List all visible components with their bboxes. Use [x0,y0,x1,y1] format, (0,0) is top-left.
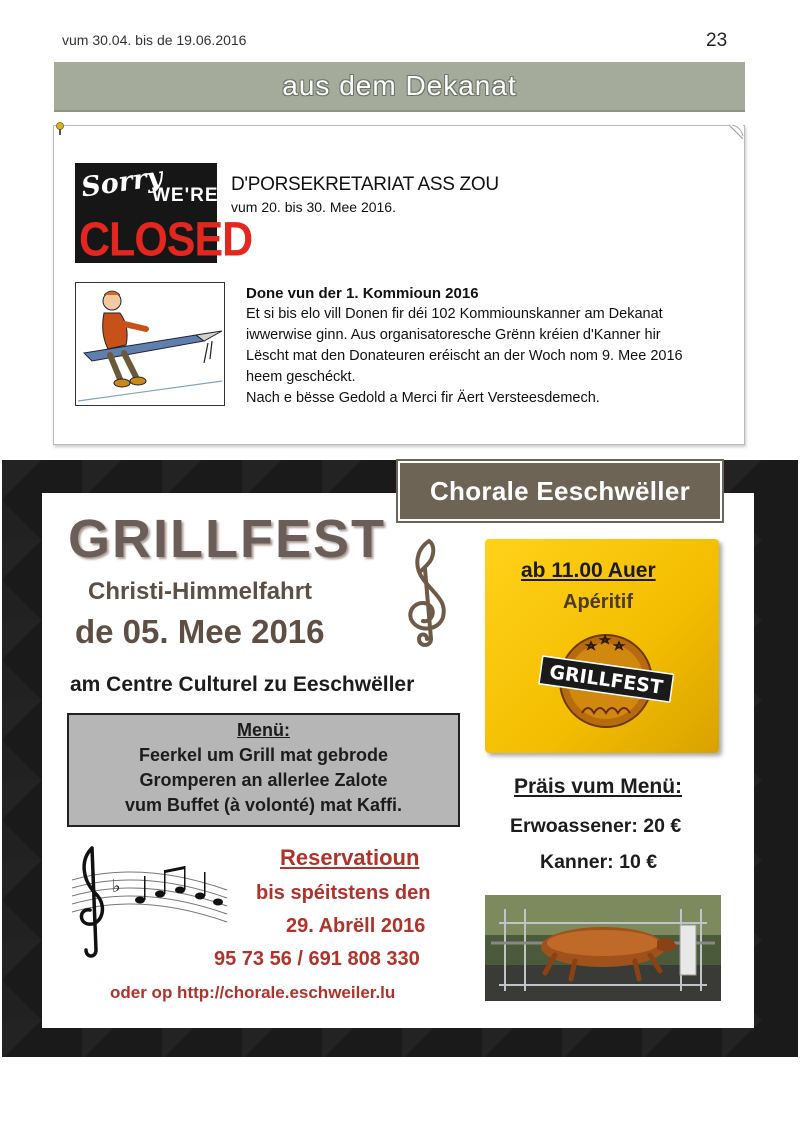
secretariat-dates: vum 20. bis 30. Mee 2016. [231,199,396,215]
aperitif-label: Apéritif [563,591,633,613]
reservation-phone: 95 73 56 / 691 808 330 [214,948,420,970]
price-adults: Erwoassener: 20 € [510,815,682,837]
reservation-deadline-date: 29. Abrëll 2016 [286,915,426,937]
treble-clef-icon [395,535,455,650]
closed-sign-were: WE'RE [152,185,219,206]
closed-sign-closed: CLOSED [79,213,253,267]
menu-item: Gromperen an allerlee Zalote [139,770,388,790]
flyer-title: GRILLFEST [68,509,386,569]
price-heading: Präis vum Menü: [514,775,683,798]
section-banner: aus dem Dekanat [54,62,745,112]
date-range: vum 30.04. bis de 19.06.2016 [62,32,247,48]
reservation-deadline-label: bis spéitstens den [256,882,431,904]
price-children: Kanner: 10 € [540,851,658,873]
reservation-web-link[interactable]: oder op http://chorale.eschweiler.lu [110,983,396,1002]
menu-item: vum Buffet (à volonté) mat Kaffi. [124,795,402,815]
grillfest-logo-text: GRILLFEST [548,661,665,699]
organizer-badge: Chorale Eeschwëller [398,461,722,521]
menu-box [67,713,460,827]
page-number: 23 [706,30,728,51]
sheet-music-icon [62,840,232,960]
communion-line-5: Nach e bësse Gedold a Merci fir Äert Versteesdemech. [246,390,600,406]
pin-icon [55,122,65,136]
secretariat-title: D'PORSEKRETARIAT ASS ZOU [231,174,499,195]
communion-line-1: Et si bis elo vill Donen fir déi 102 Kommiounskanner am Dekanat [246,306,663,322]
reservation-heading: Reservatioun [280,845,420,870]
pig-roast-photo [485,895,721,1001]
communion-title: Done vun der 1. Kommioun 2016 [246,285,479,302]
page-curl-icon [729,125,743,139]
event-location: am Centre Culturel zu Eeschwëller [70,673,415,696]
communion-line-4: heem geschéckt. [246,369,356,385]
communion-line-3: Lëscht mat den Donateuren eréischt an der Woch nom 9. Mee 2016 [246,348,683,364]
communion-line-2: iwwerwise ginn. Aus organisatoresche Grënn kréien d'Kanner hir [246,327,661,343]
grillfest-logo-icon [536,625,676,735]
closed-sign-image [75,161,253,267]
menu-item: Feerkel um Grill mat gebrode [138,745,389,765]
closed-sign-sorry: Sorry [79,161,165,204]
event-occasion: Christi-Himmelfahrt [88,578,313,605]
menu-heading: Menü: [237,720,290,740]
aperitif-time: ab 11.00 Auer [521,559,656,582]
event-date: de 05. Mee 2016 [75,613,325,650]
svg-text:♭: ♭ [112,876,121,897]
pen-cartoon-illustration [75,282,225,406]
